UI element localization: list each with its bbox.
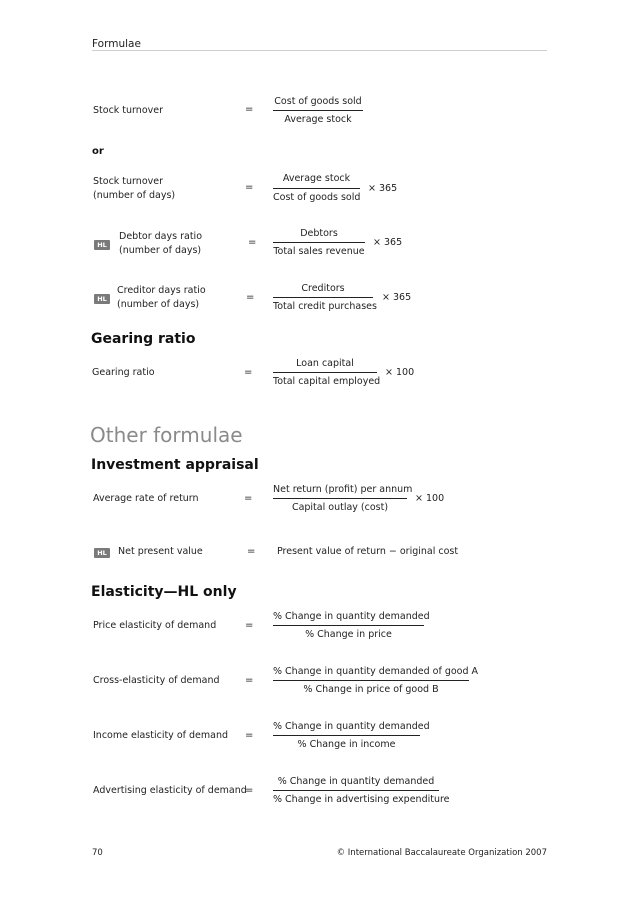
gearing-denominator: Total capital employed [273,376,381,387]
price-elasticity-label: Price elasticity of demand [93,620,217,631]
price-elasticity-numerator: % Change in quantity demanded [273,611,430,622]
fraction-bar [273,110,363,111]
fraction-bar [273,242,365,243]
hl-badge: HL [94,294,110,304]
fraction-bar [273,498,407,499]
stock-turnover-denominator: Average stock [284,114,352,125]
creditor-days-multiplier: × 365 [382,292,412,303]
debtor-days-multiplier: × 365 [373,237,403,248]
arr-label: Average rate of return [93,493,199,504]
arr-denominator: Capital outlay (cost) [291,502,389,513]
gearing-label: Gearing ratio [92,367,155,378]
cross-elasticity-denominator: % Change in price of good B [303,684,439,695]
debtor-days-equals: = [248,237,257,248]
fraction-bar [273,625,424,626]
investment-appraisal-heading: Investment appraisal [91,457,259,473]
stock-turnover-numerator: Cost of goods sold [274,96,362,107]
debtor-days-denominator: Total sales revenue [273,246,365,257]
fraction-bar [273,188,360,189]
page-number: 70 [92,848,103,858]
fraction-bar [273,372,377,373]
label-line-1: Creditor days ratio [117,285,206,296]
stock-turnover-equals: = [245,104,254,115]
gearing-equals: = [244,367,253,378]
stock-turnover-days-equals: = [245,182,254,193]
label-line-2: (number of days) [117,299,200,310]
copyright-notice: © International Baccalaureate Organization 2007 [336,848,547,858]
advertising-elasticity-numerator: % Change in quantity demanded [277,776,435,787]
income-elasticity-numerator: % Change in quantity demanded [273,721,430,732]
fraction-bar [273,297,373,298]
price-elasticity-equals: = [245,620,254,631]
advertising-elasticity-equals: = [245,785,254,796]
stock-turnover-days-denominator: Cost of goods sold [273,192,361,203]
label-line-2: (number of days) [93,190,176,201]
income-elasticity-label: Income elasticity of demand [93,730,229,741]
gearing-numerator: Loan capital [296,358,354,369]
other-formulae-heading: Other formulae [90,423,243,447]
debtor-days-label [119,230,202,258]
npv-equals: = [247,546,256,557]
gearing-heading: Gearing ratio [91,331,196,347]
creditor-days-equals: = [246,292,255,303]
hl-badge: HL [94,548,110,558]
cross-elasticity-label: Cross-elasticity of demand [93,675,220,686]
stock-turnover-days-label [93,175,175,203]
price-elasticity-denominator: % Change in price [305,629,392,640]
stock-turnover-days-multiplier: × 365 [368,183,398,194]
arr-multiplier: × 100 [415,493,445,504]
advertising-elasticity-denominator: % Change in advertising expenditure [273,794,450,805]
stock-turnover-days-numerator: Average stock [282,173,351,184]
npv-label: Net present value [118,546,203,557]
creditor-days-numerator: Creditors [301,283,345,294]
or-label: or [92,146,104,157]
fraction-bar [273,680,469,681]
hl-badge: HL [94,240,110,250]
creditor-days-label [117,284,206,312]
creditor-days-denominator: Total credit purchases [273,301,377,312]
header-rule [92,50,547,51]
fraction-bar [273,735,420,736]
debtor-days-numerator: Debtors [300,228,338,239]
arr-equals: = [244,493,253,504]
stock-turnover-label: Stock turnover [93,105,164,116]
income-elasticity-equals: = [245,730,254,741]
fraction-bar [273,790,439,791]
gearing-multiplier: × 100 [385,367,415,378]
label-line-1: Debtor days ratio [119,231,202,242]
label-line-1: Stock turnover [93,176,164,187]
elasticity-heading: Elasticity—HL only [91,584,237,600]
cross-elasticity-equals: = [245,675,254,686]
running-header: Formulae [92,38,141,50]
advertising-elasticity-label: Advertising elasticity of demand [93,785,247,796]
cross-elasticity-numerator: % Change in quantity demanded of good A [273,666,479,677]
npv-formula: Present value of return − original cost [277,546,459,557]
arr-numerator: Net return (profit) per annum [273,484,413,495]
label-line-2: (number of days) [119,245,202,256]
income-elasticity-denominator: % Change in income [297,739,396,750]
